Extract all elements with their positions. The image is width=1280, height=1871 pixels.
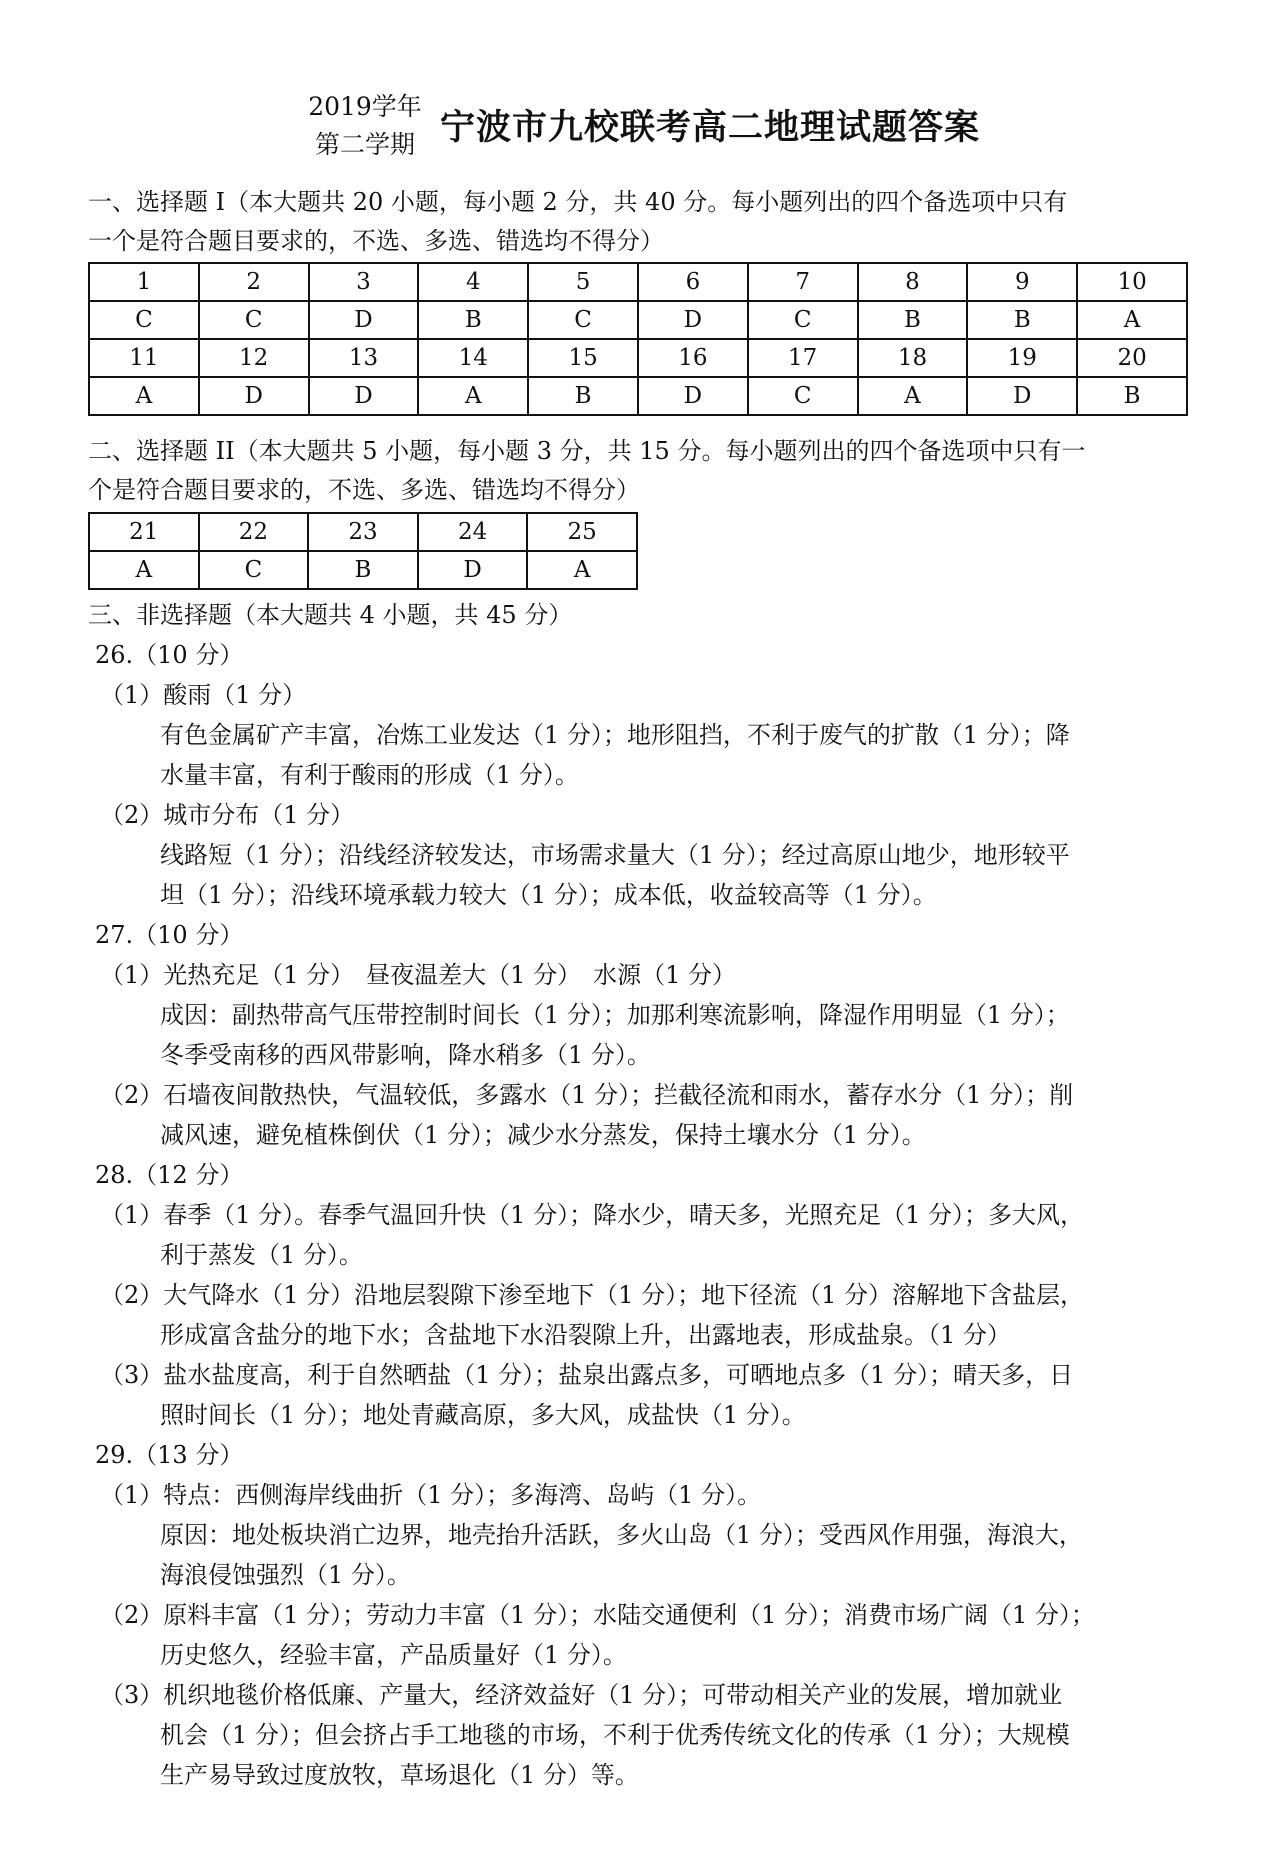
- section3-title: 三、非选择题（本大题共 4 小题，共 45 分）: [88, 601, 573, 629]
- q28-part3-line1: （3）盐水盐度高，利于自然晒盐（1 分）；盐泉出露点多，可晒地点多（1 分）；晴天多，日: [100, 1361, 1074, 1389]
- question-number-row: [89, 513, 637, 551]
- answer-table-part2: [88, 512, 638, 590]
- q26-part2-line1: 线路短（1 分）；沿线经济较发达，市场需求量大（1 分）；经过高原山地少，地形较平: [160, 841, 1070, 869]
- question-number-cell: 11: [89, 339, 199, 377]
- q27-part1-line1: 成因：副热带高气压带控制时间长（1 分）；加那利寒流影响，降湿作用明显（1 分）；: [160, 1001, 1070, 1029]
- q27-heading: 27.（10 分）: [95, 921, 244, 949]
- answer-cell: C: [748, 301, 858, 339]
- answer-cell: A: [89, 551, 199, 589]
- question-number-cell: 12: [199, 339, 309, 377]
- question-number-cell: 25: [527, 513, 637, 551]
- q29-part2-line2: 历史悠久，经验丰富，产品质量好（1 分）。: [160, 1641, 627, 1669]
- answer-cell: C: [748, 377, 858, 415]
- q26-part1-heading: （1）酸雨（1 分）: [100, 681, 307, 709]
- q28-part1-line1: （1）春季（1 分）。春季气温回升快（1 分）；降水少，晴天多，光照充足（1 分）；多大风，: [100, 1201, 1084, 1229]
- q27-part2-line2: 减风速，避免植株倒伏（1 分）；减少水分蒸发，保持土壤水分（1 分）。: [160, 1121, 926, 1149]
- question-number-cell: 20: [1077, 339, 1187, 377]
- q26-part2-line2: 坦（1 分）；沿线环境承载力较大（1 分）；成本低，收益较高等（1 分）。: [160, 881, 937, 909]
- answer-cell: A: [858, 377, 968, 415]
- question-number-cell: 8: [858, 263, 968, 301]
- answer-cell: D: [199, 377, 309, 415]
- answer-cell: B: [967, 301, 1077, 339]
- q27-part1-line2: 冬季受南移的西风带影响，降水稍多（1 分）。: [160, 1041, 651, 1069]
- question-number-cell: 13: [309, 339, 419, 377]
- answer-cell: B: [528, 377, 638, 415]
- q26-part1-line1: 有色金属矿产丰富，冶炼工业发达（1 分）；地形阻挡，不利于废气的扩散（1 分）；降: [160, 721, 1070, 749]
- question-number-cell: 3: [309, 263, 419, 301]
- question-number-cell: 17: [748, 339, 858, 377]
- question-number-cell: 1: [89, 263, 199, 301]
- answer-cell: B: [308, 551, 418, 589]
- answer-cell: B: [1077, 377, 1187, 415]
- answer-table-part1: [88, 262, 1188, 416]
- answer-cell: D: [418, 551, 528, 589]
- q26-heading: 26.（10 分）: [95, 641, 244, 669]
- q29-heading: 29.（13 分）: [95, 1441, 244, 1469]
- question-number-row: [89, 263, 1187, 301]
- answer-cell: A: [527, 551, 637, 589]
- question-number-cell: 5: [528, 263, 638, 301]
- answer-row: [89, 377, 1187, 415]
- q29-part3-line2: 机会（1 分）；但会挤占手工地毯的市场，不利于优秀传统文化的传承（1 分）；大规模: [160, 1721, 1070, 1749]
- q26-part1-line2: 水量丰富，有利于酸雨的形成（1 分）。: [160, 761, 579, 789]
- page-title: 宁波市九校联考高二地理试题答案: [440, 107, 981, 148]
- question-number-row: [89, 339, 1187, 377]
- answer-cell: A: [418, 377, 528, 415]
- q28-part2-line2: 形成富含盐分的地下水；含盐地下水沿裂隙上升，出露地表，形成盐泉。（1 分）: [160, 1321, 1011, 1349]
- question-number-cell: 22: [199, 513, 309, 551]
- q28-part1-line2: 利于蒸发（1 分）。: [160, 1241, 363, 1269]
- question-number-cell: 15: [528, 339, 638, 377]
- answer-cell: D: [638, 301, 748, 339]
- answer-cell: D: [638, 377, 748, 415]
- question-number-cell: 18: [858, 339, 968, 377]
- question-number-cell: 4: [418, 263, 528, 301]
- q29-part1-line2: 海浪侵蚀强烈（1 分）。: [160, 1561, 411, 1589]
- q28-heading: 28.（12 分）: [95, 1161, 244, 1189]
- q29-part2-line1: （2）原料丰富（1 分）；劳动力丰富（1 分）；水陆交通便利（1 分）；消费市场广阔（1 分）；: [100, 1601, 1095, 1629]
- section1-description-line1: 一、选择题 I（本大题共 20 小题，每小题 2 分，共 40 分。每小题列出的四个备选项中只有: [88, 188, 1068, 216]
- question-number-cell: 23: [308, 513, 418, 551]
- question-number-cell: 21: [89, 513, 199, 551]
- question-number-cell: 7: [748, 263, 858, 301]
- q29-part1-line1: 原因：地处板块消亡边界，地壳抬升活跃，多火山岛（1 分）；受西风作用强，海浪大，: [160, 1521, 1083, 1549]
- section1-description-line2: 一个是符合题目要求的，不选、多选、错选均不得分）: [88, 227, 664, 255]
- question-number-cell: 19: [967, 339, 1077, 377]
- term-semester: 第二学期: [314, 130, 415, 159]
- term-year: 2019学年: [308, 92, 422, 121]
- q29-part3-line3: 生产易导致过度放牧，草场退化（1 分）等。: [160, 1761, 639, 1789]
- section2-description-line2: 个是符合题目要求的，不选、多选、错选均不得分）: [88, 476, 640, 504]
- answer-cell: B: [418, 301, 528, 339]
- answer-cell: D: [967, 377, 1077, 415]
- question-number-cell: 14: [418, 339, 528, 377]
- question-number-cell: 6: [638, 263, 748, 301]
- answer-cell: A: [89, 377, 199, 415]
- answer-cell: A: [1077, 301, 1187, 339]
- q29-part3-line1: （3）机织地毯价格低廉、产量大，经济效益好（1 分）；可带动相关产业的发展，增加就业: [100, 1681, 1063, 1709]
- question-number-cell: 9: [967, 263, 1077, 301]
- q28-part3-line2: 照时间长（1 分）；地处青藏高原，多大风，成盐快（1 分）。: [160, 1401, 806, 1429]
- term-label: [300, 88, 430, 164]
- question-number-cell: 16: [638, 339, 748, 377]
- question-number-cell: 2: [199, 263, 309, 301]
- answer-cell: C: [89, 301, 199, 339]
- section2-description-line1: 二、选择题 II（本大题共 5 小题，每小题 3 分，共 15 分。每小题列出的四个备选项中只有一: [88, 437, 1086, 465]
- q27-part2-line1: （2）石墙夜间散热快，气温较低，多露水（1 分）；拦截径流和雨水，蓄存水分（1 分）；削: [100, 1081, 1074, 1109]
- answer-row: [89, 301, 1187, 339]
- q29-part1-heading: （1）特点：西侧海岸线曲折（1 分）；多海湾、岛屿（1 分）。: [100, 1481, 762, 1509]
- answer-row: [89, 551, 637, 589]
- answer-cell: D: [309, 377, 419, 415]
- answer-cell: C: [199, 301, 309, 339]
- q26-part2-heading: （2）城市分布（1 分）: [100, 801, 355, 829]
- answer-cell: C: [528, 301, 638, 339]
- question-number-cell: 24: [418, 513, 528, 551]
- answer-cell: B: [858, 301, 968, 339]
- answer-cell: D: [309, 301, 419, 339]
- q27-part1-heading: （1）光热充足（1 分） 昼夜温差大（1 分） 水源（1 分）: [100, 961, 736, 989]
- answer-cell: C: [199, 551, 309, 589]
- question-number-cell: 10: [1077, 263, 1187, 301]
- q28-part2-line1: （2）大气降水（1 分）沿地层裂隙下渗至地下（1 分）；地下径流（1 分）溶解地下含盐层，: [100, 1281, 1084, 1309]
